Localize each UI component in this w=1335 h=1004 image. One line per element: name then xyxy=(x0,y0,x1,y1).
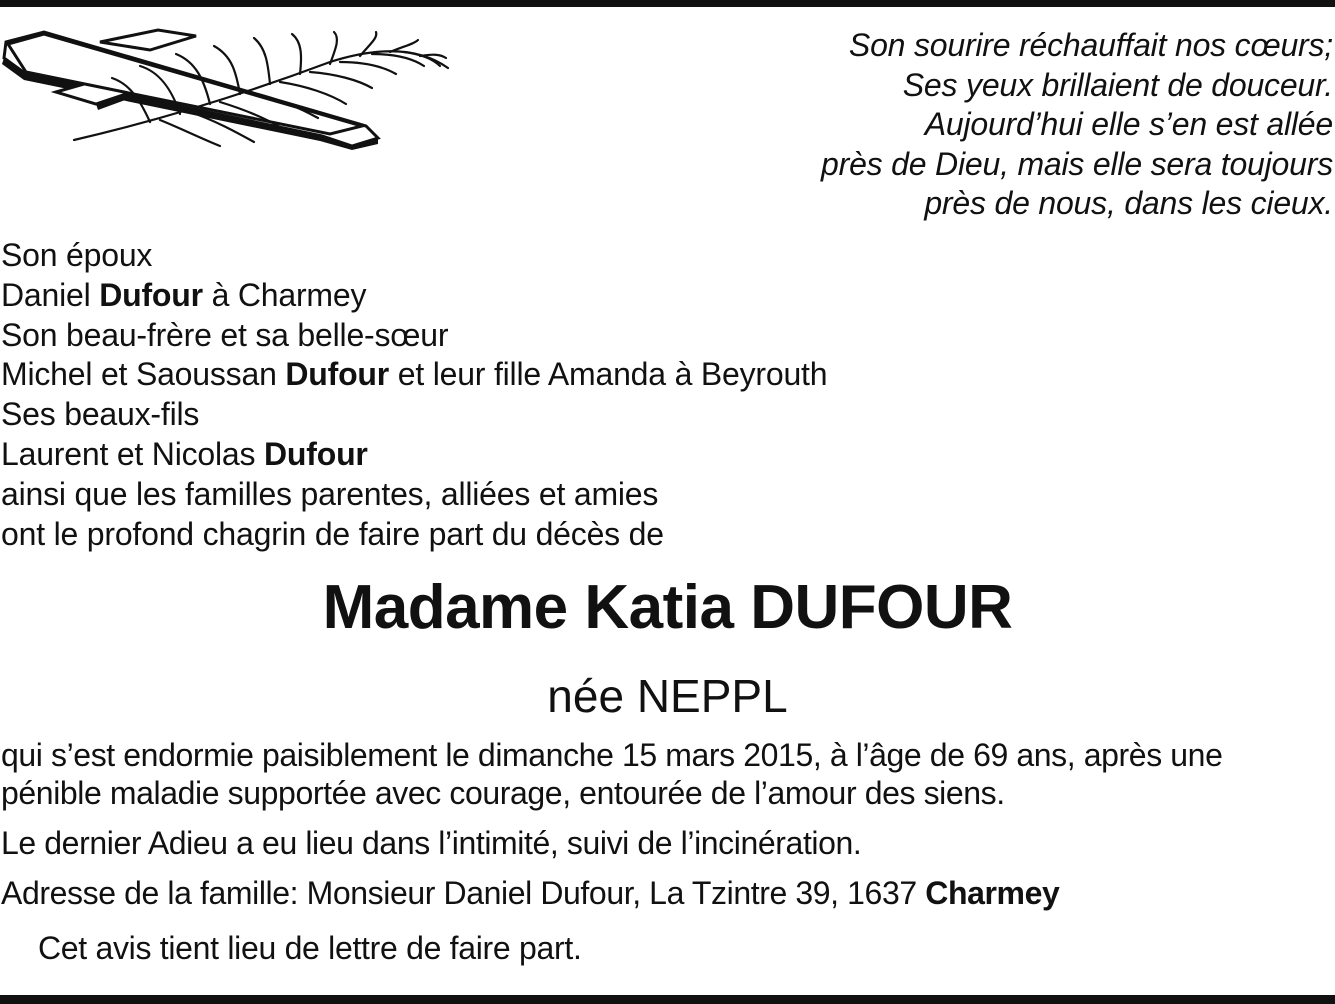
family-list xyxy=(1,236,827,554)
paragraph-gap xyxy=(1,862,1335,874)
announcement-line: ont le profond chagrin de faire part du décès de xyxy=(1,515,664,552)
families-line: ainsi que les familles parentes, alliées et amies xyxy=(1,475,659,512)
paragraph-gap xyxy=(1,812,1335,824)
address-text: Adresse de la famille: Monsieur Daniel Dufour, La Tzintre 39, 1637 xyxy=(1,875,926,911)
spouse-location: à Charmey xyxy=(202,276,367,313)
spouse-heading: Son époux xyxy=(1,237,153,273)
inlaws-line xyxy=(1,355,827,395)
inlaws-first-names: Michel et Saoussan xyxy=(1,356,286,393)
maiden-name: née NEPPL xyxy=(547,670,788,722)
spouse-first-name: Daniel xyxy=(1,276,100,313)
death-details xyxy=(1,736,1335,912)
closing-note: Cet avis tient lieu de lettre de faire part. xyxy=(38,930,582,966)
funeral-line: Le dernier Adieu a eu lieu dans l’intimité, suivi de l’incinération. xyxy=(1,825,862,861)
death-line: qui s’est endormie paisiblement le dimanche 15 mars 2015, à l’âge de 69 ans, après une xyxy=(1,737,1223,773)
spouse-line xyxy=(1,276,827,316)
inlaws-details: et leur fille Amanda à Beyrouth xyxy=(389,356,828,393)
stepsons-line xyxy=(1,435,827,475)
stepsons-surname: Dufour xyxy=(264,435,368,472)
deceased-name: Madame Katia DUFOUR xyxy=(322,573,1013,642)
stepsons-heading: Ses beaux-fils xyxy=(1,396,200,433)
address-line xyxy=(1,874,1335,912)
death-line: pénible maladie supportée avec courage, entourée de l’amour des siens. xyxy=(1,775,1005,811)
bottom-border-rule xyxy=(0,995,1335,1004)
inlaws-heading: Son beau-frère et sa belle-sœur xyxy=(1,316,449,353)
poem-line: près de nous, dans les cieux. xyxy=(924,185,1333,221)
memorial-poem xyxy=(713,26,1333,224)
poem-line: près de Dieu, mais elle sera toujours xyxy=(821,145,1333,182)
cross-with-palm-branch-icon xyxy=(0,28,452,150)
inlaws-surname: Dufour xyxy=(285,356,390,393)
spouse-surname: Dufour xyxy=(99,276,203,313)
poem-line: Ses yeux brillaient de douceur. xyxy=(902,66,1333,103)
poem-line: Son sourire réchauffait nos cœurs; xyxy=(848,27,1333,63)
top-border-rule xyxy=(0,0,1335,7)
poem-line: Aujourd’hui elle s’en est allée xyxy=(924,106,1333,142)
stepsons-first-names: Laurent et Nicolas xyxy=(1,435,265,472)
address-town: Charmey xyxy=(925,875,1060,911)
